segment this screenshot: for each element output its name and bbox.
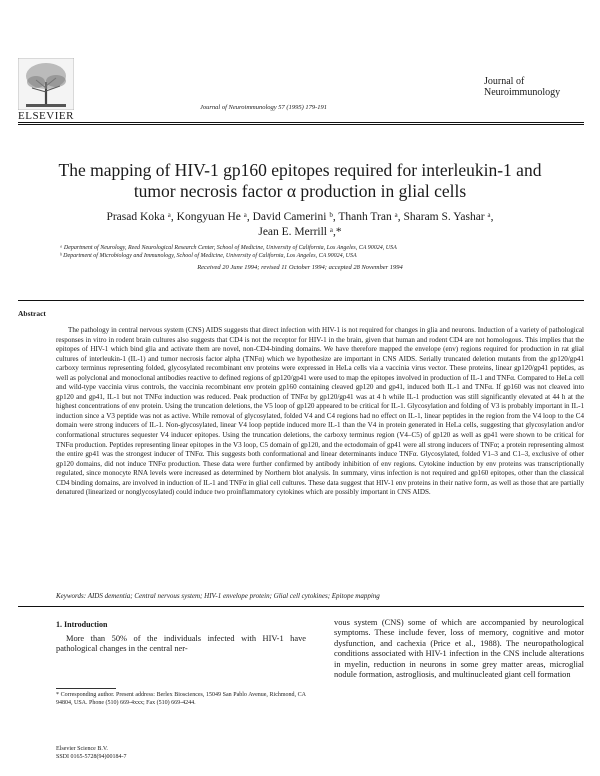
header-rule-thin [18, 124, 584, 125]
keywords: Keywords: AIDS dementia; Central nervous system; HIV-1 envelope protein; Glial cell cytokines; Epitope mapping [56, 592, 380, 600]
abstract-rule [18, 300, 584, 301]
affiliation-b: ᵇ Department of Microbiology and Immunology, School of Medicine, University of California, Los Angeles, CA 90024, USA [60, 253, 357, 259]
affiliation-a: ᵃ Department of Neurology, Reed Neurological Research Center, School of Medicine, University of California, Los Angeles, CA 90024, USA [60, 245, 397, 251]
journal-title-line2: Neuroimmunology [484, 87, 561, 98]
journal-citation: Journal of Neuroimmunology 57 (1995) 179-191 [200, 104, 328, 111]
header-rule [18, 122, 584, 123]
keywords-rule [18, 606, 584, 607]
journal-title [484, 76, 584, 98]
article-title [30, 160, 570, 202]
section-heading-introduction: 1. Introduction [56, 620, 108, 629]
title-line2: tumor necrosis factor α production in glial cells [133, 181, 467, 201]
corresponding-author-footnote: * Corresponding author. Present address: Berlex Biosciences, 15049 San Pablo Avenue, Richmond, CA 94804, USA. Phone (510) 669-4xxx; Fax (510) 669-4244. [56, 692, 306, 706]
publisher-name: ELSEVIER [18, 110, 74, 122]
journal-title-line1: Journal of [484, 76, 525, 87]
footnote-rule [56, 688, 116, 689]
intro-right-column: vous system (CNS) some of which are accompanied by neurological symptoms. These include fever, loss of memory, cognitive and motor dysfunction, and cachexia (Price et al., 1988). The neuropathological conditions associated with HIV-1 infection in the CNS include alterations in myelin, reduction in neurons in some grey matter areas, microglial nodule formation, astrogliosis, and multinucleated giant cell formation [334, 618, 584, 680]
publisher-footer-line2: SSDI 0165-5728(94)00184-7 [56, 753, 127, 760]
publisher-footer-line1: Elsevier Science B.V. [56, 746, 108, 752]
publisher-footer [56, 746, 306, 761]
abstract-heading: Abstract [18, 309, 46, 318]
abstract-text: The pathology in central nervous system (CNS) AIDS suggests that direct infection with HIV-1 is not required for changes in glia and neurons. Induction of a variety of pathological responses in vitro in rodent brain cultures also suggests that CD4 is not the receptor for HIV-1 in the brain, given that human and rodent CD4 are not homologous. This implies that the epitopes of HIV-1 which bind glia and activate them are novel, non-CD4-binding domains. We have therefore mapped the envelope (env) regions required for production in rat glial cultures of interleukin-1 (IL-1) and tumor necrosis factor alpha (TNFα) which we hypothesize are important in CNS AIDS. Serially truncated deletion mutants from the gp120/gp41 carboxy terminus representing folded, glycosylated recombinant env proteins were expressed in HeLa cells via a vaccinia virus vector. These proteins, linear gp120/gp41 peptides, as well as polyclonal and monoclonal antibodies reactive to defined regions of gp120/gp41 were used to map the epitopes involved in production of IL-1 and TNFα. Compared to HeLa cell and wild-type vaccinia virus controls, the vaccinia recombinant env protein gp160 containing cleaved gp120 and gp41, induced both IL-1 and TNFα. If gp160 was not cleaved into gp120 and gp41, IL-1 but not TNFα induction was reduced. Peak production of TNFα by gp120/gp41 was at 4 h while IL-1 production was still significantly elevated at 44 h at the highest concentrations of env protein. Using the truncation deletions, the V5 loop of gp120 appeared to be critical for IL-1. Glycosylation and folding of V3 is probably important in IL-1 induction since a V3 peptide was not as active. While removal of glycosylated, folded V4 and C4 regions had no effect on IL-1, linear peptides in the region from the V4 loop to the C4 domain were strong inducers of IL-1. Non-glycosylated, linear V4 loop peptide induced more IL-1 than the V4 in protein generated in HeLa cells, suggesting that glycosylation and/or conformational structures sequester V4 inducer epitopes. Using the truncation deletions, the carboxy terminus region (V4–C5) of gp120 as well as gp41 were shown to be critical for TNFα production. Peptides representing linear epitopes in the V3 loop, C5 domain of gp120, and the ectodomain of gp41 were all strong inducers of TNFα; a protein representing almost the entire gp41 was the strongest inducer of TNFα. This suggests both conformational and linear determinants induce TNFα. Glycosylated, folded V1–3 and C1–3, exclusive of other gp120 domains, did not induce TNFα production. These data were further confirmed by antibody inhibition of env regions. Cytokine induction by env proteins was transcriptionally regulated, since monocyte RNA levels were increased as determined by Northern blot analysis. In summary, virus infection is not required and gp160 epitopes, other than the classical CD4 binding domains, are involved in induction of IL-1 and TNFα in glial cell cultures. These data suggest that HIV-1 env proteins in their native form, as well as those that are partially denatured (linearized or nonglycosylated) could induce two proinflammatory cytokines which are possibly important in CNS AIDS. [56, 326, 584, 497]
title-line1: The mapping of HIV-1 gp160 epitopes required for interleukin-1 and [58, 160, 542, 180]
article-dates: Received 20 June 1994; revised 11 October 1994; accepted 28 November 1994 [197, 264, 403, 271]
elsevier-tree-logo [18, 58, 74, 110]
author-list [30, 210, 570, 240]
intro-left-column: More than 50% of the individuals infected with HIV-1 have pathological changes in the central ner- [56, 634, 306, 654]
authors-line2: Jean E. Merrill ᵃ,* [258, 226, 342, 238]
authors-line1: Prasad Koka ᵃ, Kongyuan He ᵃ, David Camerini ᵇ, Thanh Tran ᵃ, Sharam S. Yashar ᵃ, [106, 211, 494, 223]
